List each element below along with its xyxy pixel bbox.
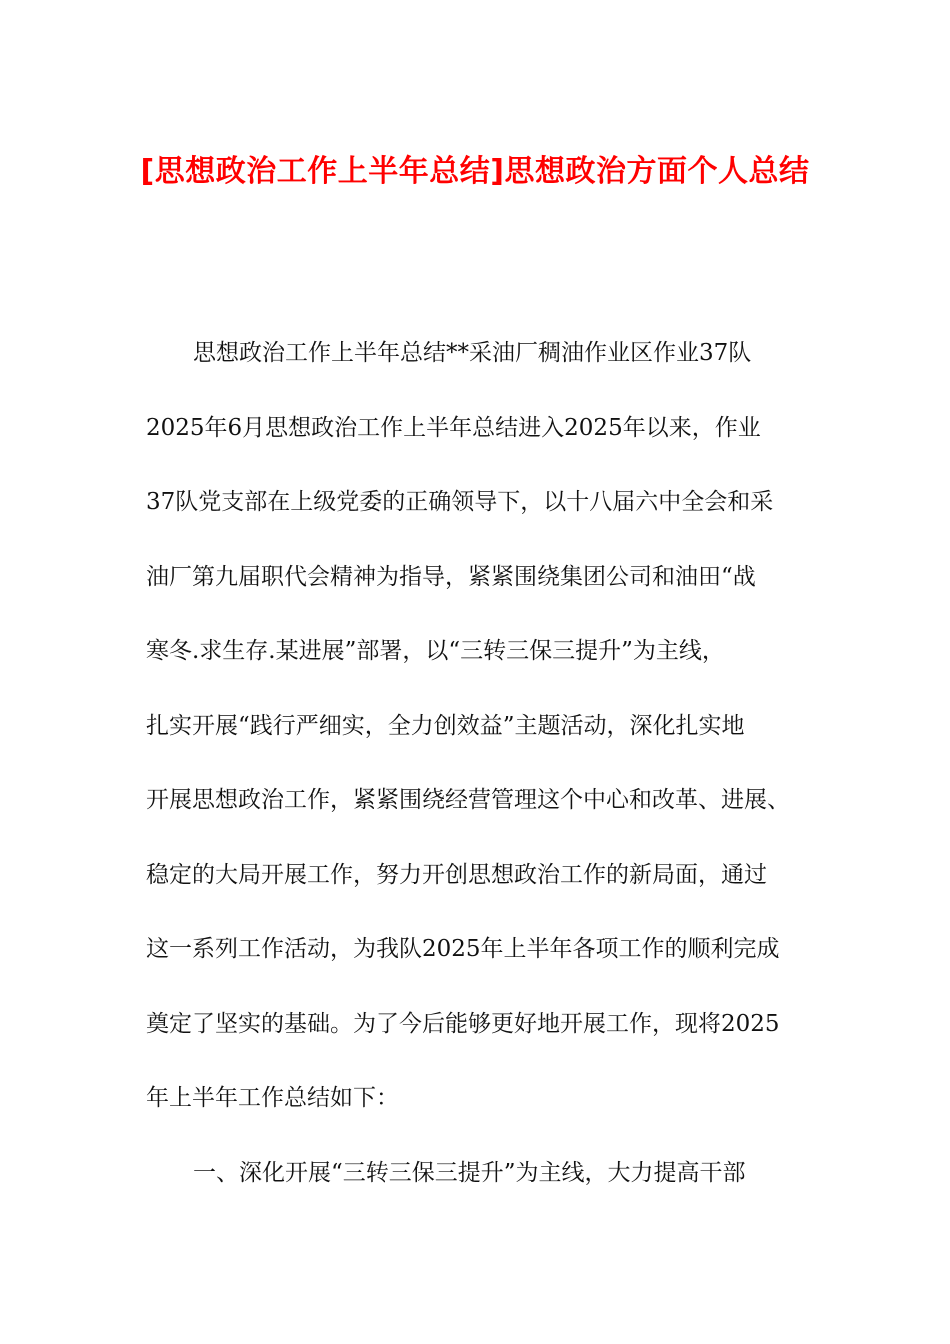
body-line-11: 年上半年工作总结如下： [146,1085,399,1111]
body-line-10: 奠定了坚实的基础。为了今后能够更好地开展工作，现将2025 [146,1011,780,1037]
body-line-2: 2025年6月思想政治工作上半年总结进入2025年以来，作业 [146,415,761,441]
body-line-5: 寒冬.求生存.某进展”部署，以“三转三保三提升”为主线， [146,638,725,664]
body-line-8: 稳定的大局开展工作，努力开创思想政治工作的新局面，通过 [146,862,767,888]
document-title: [思想政治工作上半年总结]思想政治方面个人总结 [140,154,810,189]
body-line-3: 37队党支部在上级党委的正确领导下，以十八届六中全会和采 [146,489,774,515]
body-line-9: 这一系列工作活动，为我队2025年上半年各项工作的顺利完成 [146,936,780,962]
section-heading-line: 一、深化开展“三转三保三提升”为主线，大力提高干部 [193,1160,746,1186]
body-line-7: 开展思想政治工作，紧紧围绕经营管理这个中心和改革、进展、 [146,787,790,813]
body-line-6: 扎实开展“践行严细实，全力创效益”主题活动，深化扎实地 [146,713,745,739]
body-line-1: 思想政治工作上半年总结**采油厂稠油作业区作业37队 [193,340,752,366]
body-line-4: 油厂第九届职代会精神为指导，紧紧围绕集团公司和油田“战 [146,564,756,590]
